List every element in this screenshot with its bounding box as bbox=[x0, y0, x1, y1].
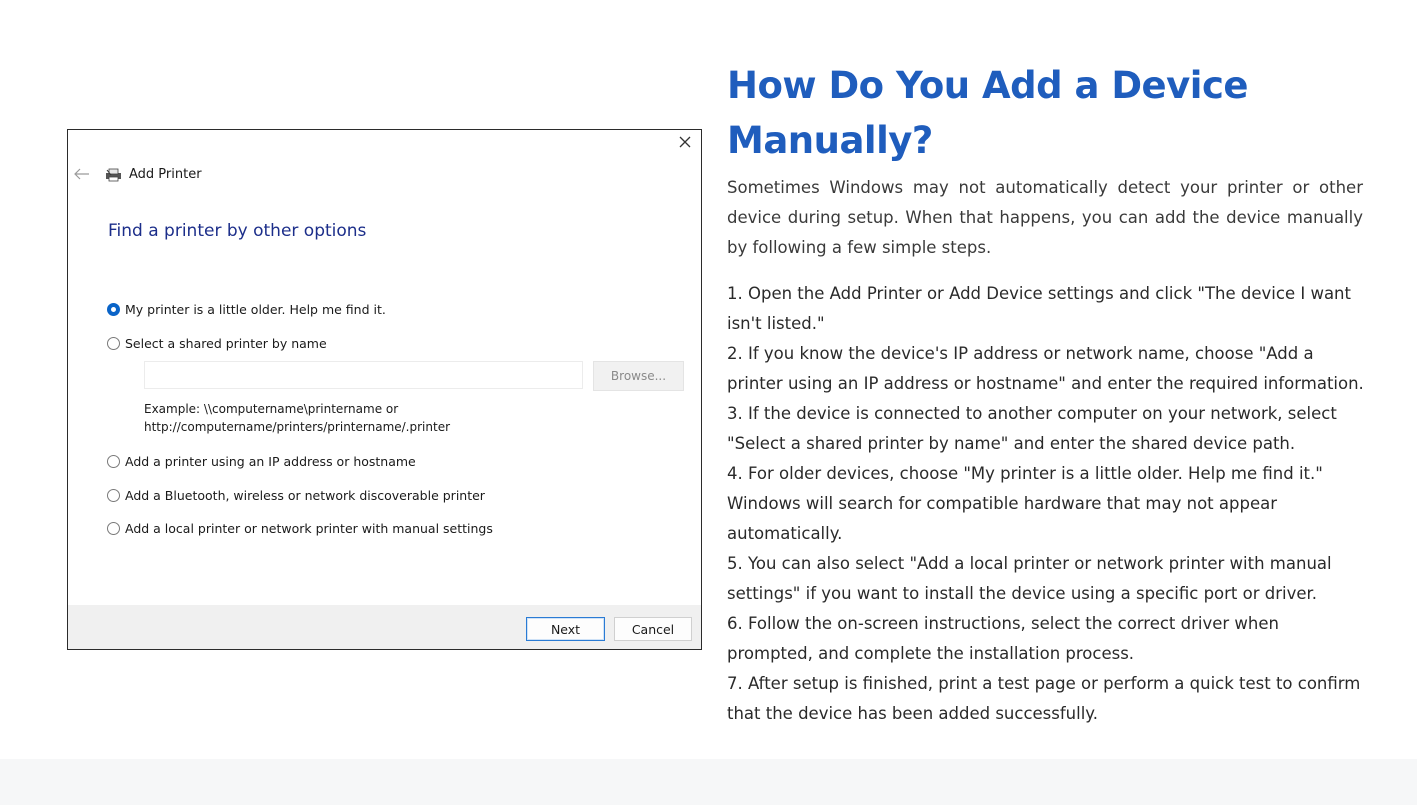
article-title: How Do You Add a Device Manually? bbox=[727, 64, 1248, 162]
radio-button[interactable] bbox=[107, 489, 120, 502]
option-bluetooth-wireless[interactable] bbox=[107, 486, 485, 504]
step-item: 2. If you know the device's IP address or network name, choose "Add a printer using an IP address or hostname" and enter the required information. bbox=[727, 344, 1364, 393]
back-arrow-icon[interactable] bbox=[74, 168, 90, 180]
radio-button[interactable] bbox=[107, 455, 120, 468]
printer-icon bbox=[105, 166, 123, 182]
option-label: Select a shared printer by name bbox=[125, 335, 327, 351]
example-line: http://computername/printers/printername/.printer bbox=[144, 420, 451, 434]
next-button[interactable]: Next bbox=[526, 617, 605, 641]
radio-button[interactable] bbox=[107, 337, 120, 350]
radio-button-selected[interactable] bbox=[107, 303, 120, 316]
dialog-title: Add Printer bbox=[129, 167, 202, 182]
steps-list bbox=[727, 279, 1367, 729]
option-local-printer[interactable] bbox=[107, 519, 493, 537]
step-item: 1. Open the Add Printer or Add Device settings and click "The device I want isn't listed." bbox=[727, 284, 1351, 333]
example-text bbox=[144, 400, 450, 436]
step-item: 6. Follow the on-screen instructions, select the correct driver when prompted, and complete the installation process. bbox=[727, 614, 1279, 663]
dialog-heading: Find a printer by other options bbox=[108, 221, 367, 241]
add-printer-dialog bbox=[67, 129, 702, 650]
option-label: Add a printer using an IP address or hostname bbox=[125, 453, 416, 469]
option-older-printer[interactable] bbox=[107, 300, 386, 318]
close-icon[interactable] bbox=[677, 134, 693, 150]
option-label: Add a Bluetooth, wireless or network discoverable printer bbox=[125, 487, 485, 503]
step-item: 4. For older devices, choose "My printer is a little older. Help me find it." Windows will search for compatible hardware that may not appear automatically. bbox=[727, 464, 1323, 543]
step-item: 3. If the device is connected to another computer on your network, select "Select a shared printer by name" and enter the shared device path. bbox=[727, 404, 1337, 453]
footer-band bbox=[0, 759, 1417, 805]
example-line: Example: \\computername\printername or bbox=[144, 402, 399, 416]
step-item: 7. After setup is finished, print a test page or perform a quick test to confirm that the device has been added successfully. bbox=[727, 674, 1361, 723]
option-label: My printer is a little older. Help me find it. bbox=[125, 301, 386, 317]
dialog-footer bbox=[68, 605, 701, 649]
option-shared-printer[interactable] bbox=[107, 334, 327, 352]
shared-printer-input[interactable] bbox=[144, 361, 583, 389]
step-item: 5. You can also select "Add a local printer or network printer with manual settings" if you want to install the device using a specific port or driver. bbox=[727, 554, 1332, 603]
radio-button[interactable] bbox=[107, 522, 120, 535]
cancel-button[interactable]: Cancel bbox=[614, 617, 692, 641]
option-label: Add a local printer or network printer with manual settings bbox=[125, 520, 493, 536]
option-ip-address[interactable] bbox=[107, 452, 416, 470]
article-intro: Sometimes Windows may not automatically detect your printer or other device during setup. When that happens, you can add the device manually by following a few simple steps. bbox=[727, 178, 1363, 257]
browse-button[interactable]: Browse... bbox=[593, 361, 684, 391]
